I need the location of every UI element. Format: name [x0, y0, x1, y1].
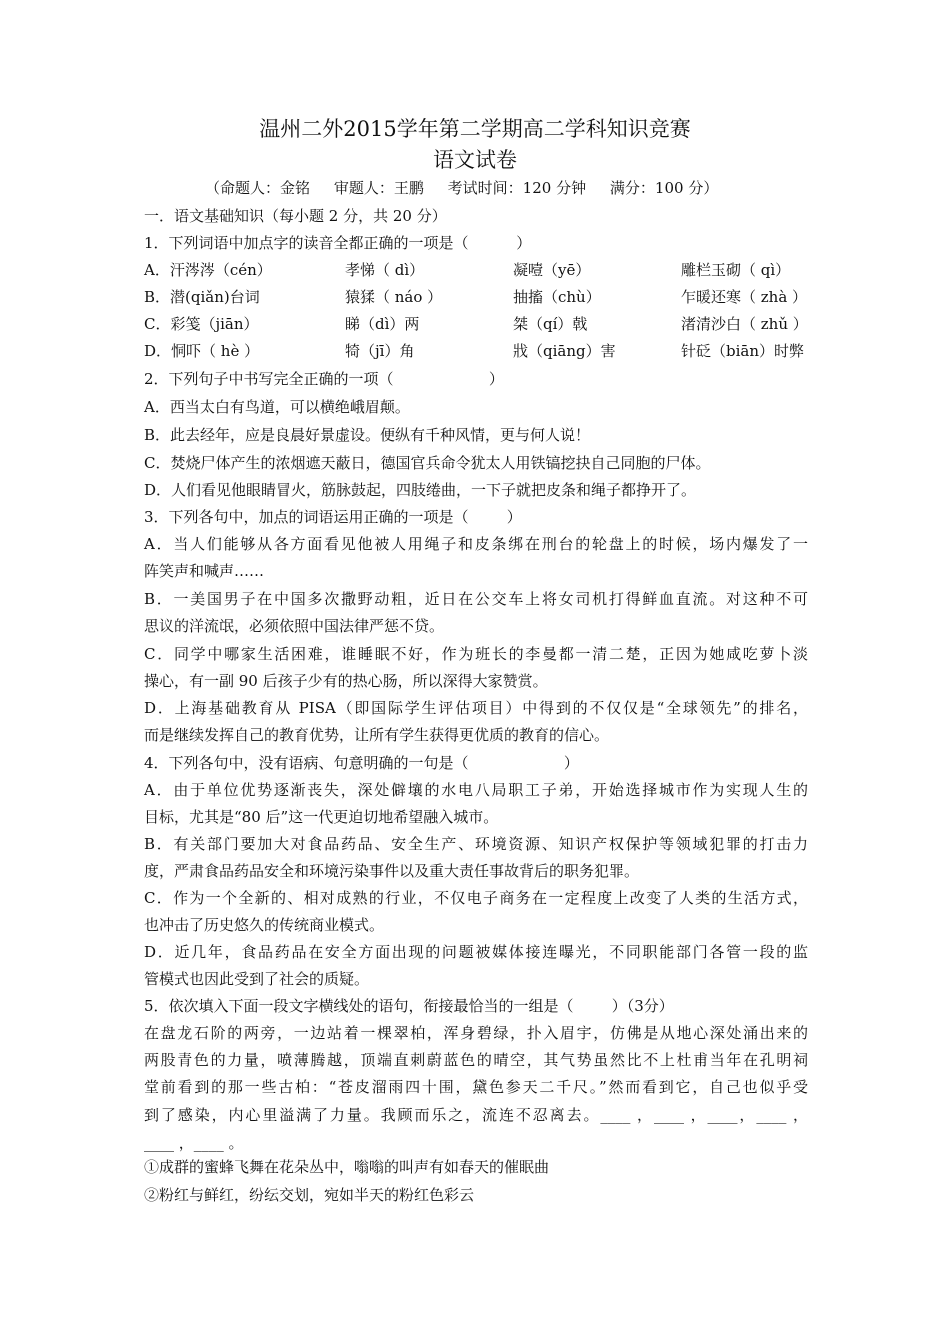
q1-option-b-1: B．潜(qiǎn)台词: [144, 288, 260, 306]
q1-option-c-4: 渚清沙白（ zhǔ ）: [681, 315, 808, 333]
q1-option-a-4: 雕栏玉砌（ qì）: [681, 261, 791, 279]
q3-option-c-line1: C．同学中哪家生活困难，谁睡眠不好，作为班长的李曼都一清二楚，正因为她咸吃萝卜淡: [144, 645, 808, 663]
q1-option-b-4: 乍暖还寒（ zhà ）: [681, 288, 808, 306]
q5-passage-line5: ____ ，____ 。: [144, 1134, 244, 1152]
q1-option-d-3: 戕（qiāng）害: [513, 342, 616, 360]
q1-option-b-2: 猿猱（ náo ）: [345, 288, 443, 306]
section-heading: 一．语文基础知识（每小题 2 分，共 20 分）: [144, 207, 447, 225]
q3-option-d-line1: D．上海基础教育从 PISA（即国际学生评估项目）中得到的不仅仅是“全球领先”的排名，: [144, 699, 808, 717]
q5-choice-1: ①成群的蜜蜂飞舞在花朵丛中，嗡嗡的叫声有如春天的催眠曲: [144, 1158, 550, 1176]
q1-option-c-3: 桀（qí）戟: [513, 315, 588, 333]
q5-passage-line2: 两股青色的力量，喷薄腾越，顶端直刺蔚蓝色的晴空，其气势虽然比不上杜甫当年在孔明祠: [144, 1051, 808, 1069]
q4-option-c-line2: 也冲击了历史悠久的传统商业模式。: [144, 916, 385, 934]
q2-option-b: B．此去经年，应是良晨好景虚设。便纵有千种风情，更与何人说！: [144, 426, 591, 444]
q4-option-b-line1: B．有关部门要加大对食品药品、安全生产、环境资源、知识产权保护等领域犯罪的打击力: [144, 835, 808, 853]
q1-option-c-2: 睇（dì）两: [345, 315, 420, 333]
q1-stem: 1．下列词语中加点字的读音全都正确的一项是（ ）: [144, 234, 532, 252]
q4-option-a-line1: A．由于单位优势逐渐丧失，深处僻壤的水电八局职工子弟，开始选择城市作为实现人生的: [144, 781, 808, 799]
q4-stem: 4．下列各句中，没有语病、句意明确的一句是（ ）: [144, 754, 579, 772]
q1-option-d-4: 针砭（biān）时弊: [681, 342, 805, 360]
q4-option-b-line2: 度，严肃食品药品安全和环境污染事件以及重大责任事故背后的职务犯罪。: [144, 862, 640, 880]
q3-option-d-line2: 而是继续发挥自己的教育优势，让所有学生获得更优质的教育的信心。: [144, 726, 610, 744]
q1-option-c-1: C．彩笺（jiān）: [144, 315, 259, 333]
q1-option-b-3: 抽搐（chù）: [513, 288, 601, 306]
q4-option-a-line2: 目标，尤其是“80 后”这一代更迫切地希望融入城市。: [144, 808, 499, 826]
q1-option-a-1: A．汗涔涔（cén）: [144, 261, 272, 279]
q1-option-a-3: 凝噎（yē）: [513, 261, 591, 279]
q1-option-a-2: 孝悌（ dì）: [345, 261, 425, 279]
q3-option-a-line1: A．当人们能够从各方面看见他被人用绳子和皮条绑在刑台的轮盘上的时候，场内爆发了一: [144, 535, 808, 553]
q5-passage-line4: 到了感染，内心里溢满了力量。我顾而乐之，流连不忍离去。____ ，____ ，____，____ ，: [144, 1106, 808, 1124]
q2-option-a: A．西当太白有鸟道，可以横绝峨眉颠。: [144, 398, 410, 416]
q4-option-c-line1: C．作为一个全新的、相对成熟的行业，不仅电子商务在一定程度上改变了人类的生活方式，: [144, 889, 808, 907]
q4-option-d-line1: D．近几年，食品药品在安全方面出现的问题被媒体接连曝光，不同职能部门各管一段的监: [144, 943, 808, 961]
q3-option-c-line2: 操心，有一副 90 后孩子少有的热心肠，所以深得大家赞赏。: [144, 672, 548, 690]
q5-stem: 5．依次填入下面一段文字横线处的语句，衔接最恰当的一组是（ ）（3分）: [144, 997, 674, 1015]
q5-passage-line1: 在盘龙石阶的两旁，一边站着一棵翠柏，浑身碧绿，扑入眉宇，仿佛是从地心深处涌出来的: [144, 1024, 808, 1042]
q3-option-a-line2: 阵笑声和喊声……: [144, 562, 265, 580]
exam-meta: （命题人：金铭 审题人：王鹏 考试时间：120 分钟 满分：100 分）: [205, 179, 719, 197]
q5-choice-2: ②粉红与鲜红，纷纭交划，宛如半天的粉红色彩云: [144, 1186, 475, 1204]
q3-option-b-line2: 思议的洋流氓，必须依照中国法律严惩不贷。: [144, 617, 445, 635]
q3-option-b-line1: B．一美国男子在中国多次撒野动粗，近日在公交车上将女司机打得鲜血直流。对这种不可: [144, 590, 808, 608]
q2-option-d: D．人们看见他眼睛冒火，筋脉鼓起，四肢绻曲，一下子就把皮条和绳子都挣开了。: [144, 481, 697, 499]
exam-subtitle: 语文试卷: [433, 148, 517, 172]
q2-option-c: C．焚烧尸体产生的浓烟遮天蔽日，德国官兵命令犹太人用铁镐挖抉自己同胞的尸体。: [144, 454, 711, 472]
q3-stem: 3．下列各句中，加点的词语运用正确的一项是（ ）: [144, 508, 522, 526]
q2-stem: 2．下列句子中书写完全正确的一项（ ）: [144, 370, 504, 388]
q5-passage-line3: 堂前看到的那一些古柏：“苍皮溜雨四十围，黛色参天二千尺。”然而看到它，自己也似乎受: [144, 1078, 808, 1096]
q4-option-d-line2: 管模式也因此受到了社会的质疑。: [144, 970, 370, 988]
exam-title: 温州二外2015学年第二学期高二学科知识竞赛: [259, 117, 691, 141]
q1-option-d-1: D．恫吓（ hè ）: [144, 342, 260, 360]
q1-option-d-2: 犄（jī）角: [345, 342, 415, 360]
